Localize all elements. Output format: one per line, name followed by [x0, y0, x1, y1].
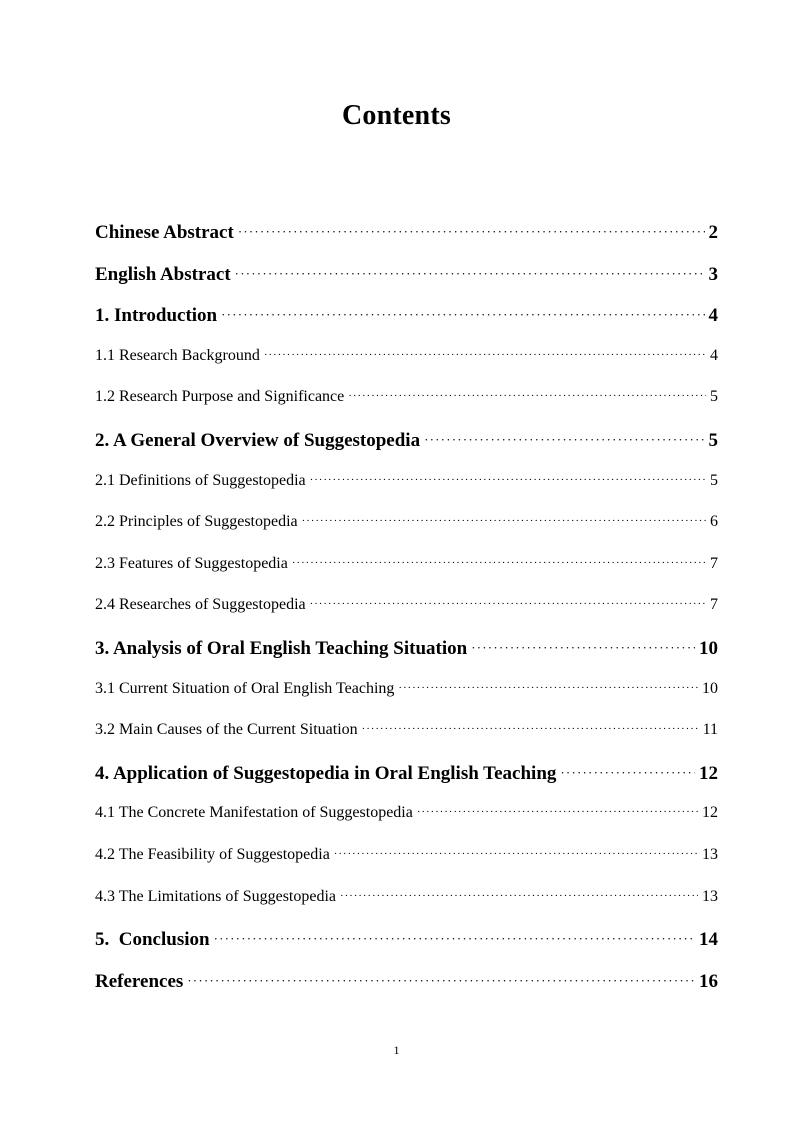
- toc-entry-page: 12: [702, 804, 718, 822]
- toc-entry-page: 11: [702, 721, 718, 739]
- toc-entry-page: 7: [710, 554, 718, 572]
- toc-entry-title: 2.3 Features of Suggestopedia: [95, 554, 288, 572]
- page-title: Contents: [342, 100, 451, 131]
- dot-leader: [238, 224, 705, 240]
- toc-entry-page: 3: [708, 263, 718, 285]
- toc-entry-title: English Abstract: [95, 263, 231, 285]
- dot-leader: [398, 682, 698, 694]
- toc-entry-page: 14: [699, 929, 718, 951]
- toc-entry-researches[interactable]: [95, 596, 718, 638]
- toc-entry-chinese-abstract[interactable]: [95, 222, 718, 264]
- toc-entry-title: 2. A General Overview of Suggestopedia: [95, 429, 421, 451]
- dot-leader: [560, 765, 695, 781]
- toc-entry-page: 5: [708, 429, 718, 451]
- dot-leader: [310, 474, 706, 486]
- toc-entry-research-purpose[interactable]: [95, 388, 718, 430]
- toc-entry-main-causes[interactable]: [95, 721, 718, 763]
- toc-entry-references[interactable]: [95, 971, 718, 1013]
- toc-entry-title: 1.2 Research Purpose and Significance: [95, 388, 345, 406]
- toc-entry-limitations[interactable]: [95, 888, 718, 930]
- toc-entry-page: 5: [710, 471, 718, 489]
- toc-entry-analysis[interactable]: [95, 638, 718, 680]
- page-number: 1: [393, 1043, 400, 1057]
- toc-entry-feasibility[interactable]: [95, 846, 718, 888]
- dot-leader: [235, 266, 705, 282]
- toc-entry-title: Chinese Abstract: [95, 222, 234, 243]
- toc-entry-principles[interactable]: [95, 513, 718, 555]
- toc-entry-page: 10: [699, 637, 718, 659]
- toc-entry-conclusion[interactable]: [95, 929, 718, 971]
- dot-leader: [187, 973, 695, 989]
- toc-entry-title: 1. Introduction: [95, 305, 218, 327]
- toc-entry-title: 3. Analysis of Oral English Teaching Situation: [95, 637, 468, 659]
- toc-entry-page: 4: [708, 305, 718, 327]
- dot-leader: [214, 931, 695, 947]
- toc-entry-title: 4.2 The Feasibility of Suggestopedia: [95, 845, 330, 863]
- toc-entry-page: 13: [702, 845, 718, 863]
- toc-entry-title: 4.3 The Limitations of Suggestopedia: [95, 887, 337, 905]
- dot-leader: [417, 806, 698, 818]
- toc-entry-page: 4: [710, 346, 718, 364]
- dot-leader: [471, 640, 695, 656]
- toc-entry-introduction[interactable]: [95, 305, 718, 347]
- toc-entry-application[interactable]: [95, 763, 718, 805]
- toc-entry-features[interactable]: [95, 555, 718, 597]
- toc-entry-page: 2: [708, 222, 718, 243]
- toc-entry-concrete-manifestation[interactable]: [95, 804, 718, 846]
- toc-entry-english-abstract[interactable]: [95, 264, 718, 306]
- toc-entry-general-overview[interactable]: [95, 430, 718, 472]
- toc-entry-page: 13: [702, 887, 718, 905]
- dot-leader: [334, 848, 698, 860]
- table-of-contents: [95, 222, 718, 1012]
- toc-entry-title: 2.1 Definitions of Suggestopedia: [95, 471, 306, 489]
- toc-entry-definitions[interactable]: [95, 472, 718, 514]
- dot-leader: [264, 349, 706, 361]
- dot-leader: [424, 432, 704, 448]
- toc-entry-page: 10: [702, 679, 718, 697]
- toc-entry-title: 1.1 Research Background: [95, 346, 260, 364]
- toc-entry-title: 3.2 Main Causes of the Current Situation: [95, 721, 358, 739]
- toc-entry-title: 4. Application of Suggestopedia in Oral English Teaching: [95, 762, 557, 784]
- toc-entry-page: 7: [710, 596, 718, 614]
- toc-entry-title: References: [95, 970, 184, 992]
- toc-entry-page: 12: [699, 762, 718, 784]
- dot-leader: [221, 307, 704, 323]
- toc-entry-page: 5: [710, 388, 718, 406]
- toc-entry-title: 5. Conclusion: [95, 929, 210, 951]
- toc-entry-research-background[interactable]: [95, 347, 718, 389]
- toc-entry-title: 4.1 The Concrete Manifestation of Suggestopedia: [95, 804, 413, 822]
- toc-entry-current-situation[interactable]: [95, 680, 718, 722]
- toc-entry-page: 16: [699, 970, 718, 992]
- toc-entry-title: 2.2 Principles of Suggestopedia: [95, 513, 298, 531]
- dot-leader: [362, 723, 699, 735]
- dot-leader: [302, 515, 706, 527]
- dot-leader: [340, 890, 698, 902]
- toc-entry-title: 3.1 Current Situation of Oral English Teaching: [95, 679, 395, 697]
- dot-leader: [348, 390, 706, 402]
- toc-entry-title: 2.4 Researches of Suggestopedia: [95, 596, 306, 614]
- dot-leader: [310, 598, 706, 610]
- dot-leader: [292, 557, 706, 569]
- toc-entry-page: 6: [710, 513, 718, 531]
